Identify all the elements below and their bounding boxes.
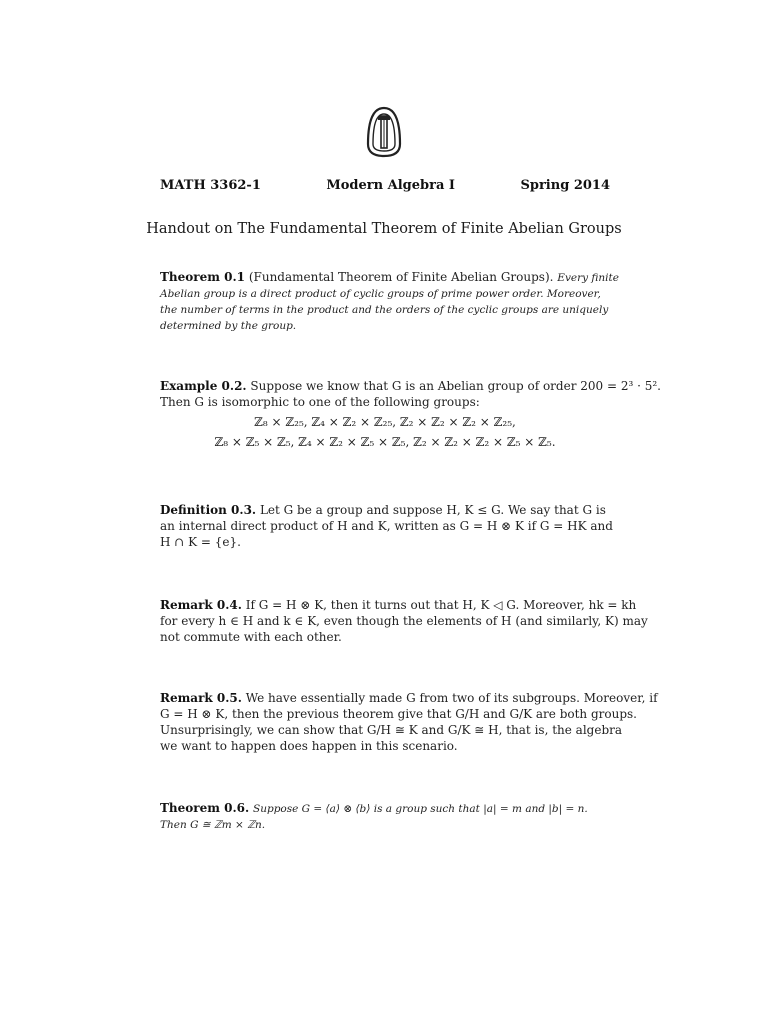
remark-0-5-line-1: We have essentially made G from two of its subgroups. Moreover, if bbox=[245, 691, 658, 705]
theorem-0-1-line-1: Every finite bbox=[557, 272, 619, 284]
term: Spring 2014 bbox=[520, 178, 610, 193]
example-0-2 bbox=[160, 378, 661, 450]
remark-0-4-label: Remark 0.4. bbox=[160, 598, 242, 612]
course-header bbox=[160, 178, 610, 193]
remark-0-4-line-3: not commute with each other. bbox=[160, 630, 342, 644]
remark-0-4 bbox=[160, 597, 648, 645]
page-title: Handout on The Fundamental Theorem of Finite Abelian Groups bbox=[146, 221, 622, 237]
remark-0-5-label: Remark 0.5. bbox=[160, 691, 242, 705]
remark-0-5-line-3: Unsurprisingly, we can show that G/H ≅ K and G/K ≅ H, that is, the algebra bbox=[160, 723, 623, 737]
definition-0-3-line-1: Let G be a group and suppose H, K ≤ G. We say that G is bbox=[259, 503, 606, 517]
course-number: MATH 3362-1 bbox=[160, 178, 261, 193]
theorem-0-6-line-2: Then G ≅ ℤm × ℤn. bbox=[160, 819, 266, 831]
example-0-2-groups-1: ℤ₈ × ℤ₂₅, ℤ₄ × ℤ₂ × ℤ₂₅, ℤ₂ × ℤ₂ × ℤ₂ × ℤ₂₅, bbox=[254, 415, 516, 429]
theorem-0-1-label: Theorem 0.1 bbox=[160, 270, 246, 284]
remark-0-5-line-4: we want to happen does happen in this scenario. bbox=[160, 739, 458, 753]
example-0-2-line-2: Then G is isomorphic to one of the following groups: bbox=[160, 395, 480, 409]
remark-0-5 bbox=[160, 690, 658, 754]
theorem-0-1-name: (Fundamental Theorem of Finite Abelian Groups). bbox=[248, 270, 554, 284]
theorem-0-1-line-4: determined by the group. bbox=[160, 320, 297, 332]
definition-0-3-line-3: H ∩ K = {e}. bbox=[160, 535, 241, 549]
theorem-0-1-line-2: Abelian group is a direct product of cyclic groups of prime power order. Moreover, bbox=[160, 288, 601, 300]
university-tower-logo bbox=[362, 104, 406, 160]
theorem-0-6 bbox=[160, 800, 610, 833]
example-0-2-label: Example 0.2. bbox=[160, 379, 247, 393]
remark-0-4-line-2: for every h ∈ H and k ∈ K, even though the elements of H (and similarly, K) may bbox=[160, 614, 648, 628]
definition-0-3-label: Definition 0.3. bbox=[160, 503, 257, 517]
example-0-2-line-1: Suppose we know that G is an Abelian group of order 200 = 2³ · 5². bbox=[250, 379, 661, 393]
example-0-2-groups-2: ℤ₈ × ℤ₅ × ℤ₅, ℤ₄ × ℤ₂ × ℤ₅ × ℤ₅, ℤ₂ × ℤ₂ × ℤ₂ × ℤ₅ × ℤ₅. bbox=[214, 435, 556, 449]
remark-0-5-line-2: G = H ⊗ K, then the previous theorem give that G/H and G/K are both groups. bbox=[160, 707, 637, 721]
course-title: Modern Algebra I bbox=[326, 178, 455, 193]
theorem-0-1 bbox=[160, 269, 619, 334]
theorem-0-1-line-3: the number of terms in the product and the orders of the cyclic groups are uniquely bbox=[160, 304, 609, 316]
remark-0-4-line-1: If G = H ⊗ K, then it turns out that H, K ◁ G. Moreover, hk = kh bbox=[245, 598, 637, 612]
theorem-0-6-label: Theorem 0.6. bbox=[160, 801, 250, 815]
theorem-0-6-line-1: Suppose G = ⟨a⟩ ⊗ ⟨b⟩ is a group such that |a| = m and |b| = n. bbox=[253, 803, 588, 815]
definition-0-3-line-2: an internal direct product of H and K, written as G = H ⊗ K if G = HK and bbox=[160, 519, 613, 533]
definition-0-3 bbox=[160, 502, 613, 550]
